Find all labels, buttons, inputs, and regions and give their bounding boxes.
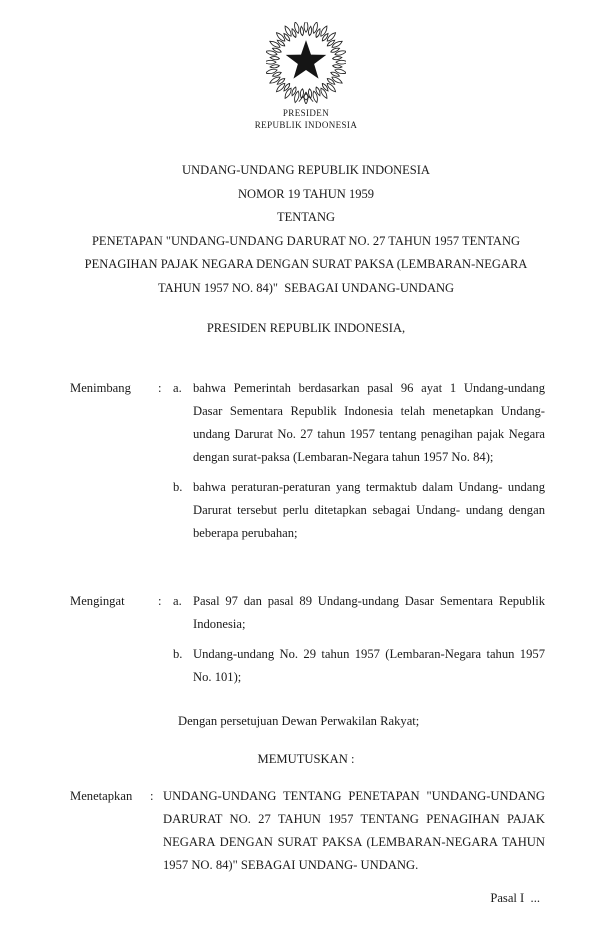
menimbang-colon: : [158, 381, 162, 395]
law-title-block [0, 159, 612, 300]
mengingat-item-b [173, 643, 545, 689]
menimbang-section [70, 377, 545, 552]
menimbang-item-b [173, 476, 545, 545]
mengingat-section [70, 590, 545, 696]
menimbang-item-a [173, 377, 545, 469]
law-tentang-line: TENTANG [276, 210, 335, 224]
menetapkan-section [70, 785, 545, 877]
item-text: bahwa Pemerintah berdasarkan pasal 96 ayat 1 Undang-undang Dasar Sementara Republik Indonesia telah menetapkan Undang-undang Darurat No. 27 tahun 1957 tentang penagihan pajak Negara dengan surat-paksa (Lembaran-Negara tahun 1957 No. 84); [193, 381, 545, 464]
law-subject-line-1: PENETAPAN "UNDANG-UNDANG DARURAT NO. 27 TAHUN 1957 TENTANG [91, 233, 521, 248]
item-text: bahwa peraturan-peraturan yang termaktub dalam Undang- undang Darurat tersebut perlu ditetapkan sebagai Undang- undang dengan beberapa perubahan; [193, 480, 545, 540]
item-marker: a. [173, 381, 182, 395]
seal-caption-presiden: PRESIDEN [282, 108, 330, 118]
mengingat-item-a [173, 590, 545, 636]
preamble-heading: PRESIDEN REPUBLIK INDONESIA, [206, 321, 406, 335]
presidential-star-wreath-seal-icon [266, 22, 346, 104]
mengingat-colon: : [158, 594, 162, 608]
item-marker: b. [173, 647, 183, 661]
menetapkan-label: Menetapkan [70, 789, 133, 803]
document-header [0, 0, 612, 131]
page-continuation-marker: Pasal I ... [490, 891, 540, 905]
menimbang-items [173, 377, 545, 552]
mengingat-items [173, 590, 545, 696]
item-marker: a. [173, 594, 182, 608]
menetapkan-colon: : [150, 789, 154, 803]
law-number-line: NOMOR 19 TAHUN 1959 [238, 186, 374, 201]
document-body [0, 377, 612, 910]
law-subject-line-2: PENAGIHAN PAJAK NEGARA DENGAN SURAT PAKSA (LEMBARAN-NEGARA [84, 257, 528, 271]
menimbang-label: Menimbang [70, 381, 131, 395]
mengingat-label: Mengingat [70, 594, 125, 608]
law-subject-line-3: TAHUN 1957 NO. 84)" SEBAGAI UNDANG-UNDANG [157, 280, 455, 295]
item-text: Pasal 97 dan pasal 89 Undang-undang Dasar Sementara Republik Indonesia; [193, 594, 545, 631]
menetapkan-text: UNDANG-UNDANG TENTANG PENETAPAN "UNDANG-UNDANG DARURAT NO. 27 TAHUN 1957 TENTANG PENAGIHAN PAJAK NEGARA DENGAN SURAT PAKSA (LEMBARAN-NEGARA TAHUN 1957 NO. 84)" SEBAGAI UNDANG- UNDANG. [163, 789, 545, 872]
seal-caption [0, 107, 612, 131]
law-title-line-1: UNDANG-UNDANG REPUBLIK INDONESIA [182, 163, 430, 177]
memutuskan-heading: MEMUTUSKAN : [257, 752, 355, 766]
agreement-line: Dengan persetujuan Dewan Perwakilan Rakyat; [178, 714, 420, 728]
star-icon [286, 40, 327, 78]
item-marker: b. [173, 480, 183, 494]
seal-caption-republik: REPUBLIK INDONESIA [254, 120, 358, 130]
item-text: Undang-undang No. 29 tahun 1957 (Lembaran-Negara tahun 1957 No. 101); [193, 647, 545, 684]
